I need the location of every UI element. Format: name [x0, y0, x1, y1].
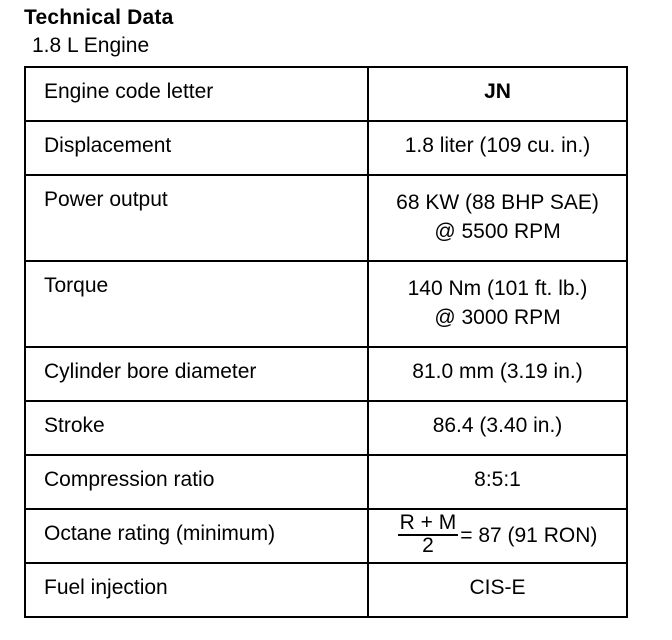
document-subtitle: 1.8 L Engine	[32, 34, 150, 57]
table-row	[25, 121, 627, 175]
value-line: @ 3000 RPM	[434, 306, 561, 329]
row-label: Displacement	[25, 121, 368, 175]
table-row	[25, 261, 627, 347]
table-row	[25, 401, 627, 455]
row-label: Compression ratio	[25, 455, 368, 509]
value-line: @ 5500 RPM	[434, 220, 561, 243]
octane-fraction	[398, 512, 459, 556]
fraction-denominator: 2	[422, 534, 434, 557]
table-row	[25, 509, 627, 563]
table-row	[25, 347, 627, 401]
value-line: 68 KW (88 BHP SAE)	[396, 191, 599, 214]
document-title: Technical Data	[24, 6, 174, 29]
table-row	[25, 455, 627, 509]
row-value: 86.4 (3.40 in.)	[368, 401, 627, 455]
table-row	[25, 67, 627, 121]
table-row	[25, 175, 627, 261]
row-value	[368, 175, 627, 261]
row-value: CIS-E	[368, 563, 627, 617]
technical-data-table	[24, 66, 628, 618]
row-value: 81.0 mm (3.19 in.)	[368, 347, 627, 401]
row-value	[368, 509, 627, 563]
value-line: 140 Nm (101 ft. lb.)	[407, 277, 588, 300]
fraction-numerator: R + M	[399, 511, 457, 534]
row-label: Fuel injection	[25, 563, 368, 617]
octane-value: = 87 (91 RON)	[460, 524, 598, 547]
row-value	[368, 261, 627, 347]
row-label: Power output	[25, 175, 368, 261]
row-label: Torque	[25, 261, 368, 347]
row-value: 8:5:1	[368, 455, 627, 509]
row-label: Octane rating (minimum)	[25, 509, 368, 563]
row-value: JN	[368, 67, 627, 121]
row-label: Stroke	[25, 401, 368, 455]
row-label: Cylinder bore diameter	[25, 347, 368, 401]
row-label: Engine code letter	[25, 67, 368, 121]
row-value: 1.8 liter (109 cu. in.)	[368, 121, 627, 175]
table-row	[25, 563, 627, 617]
